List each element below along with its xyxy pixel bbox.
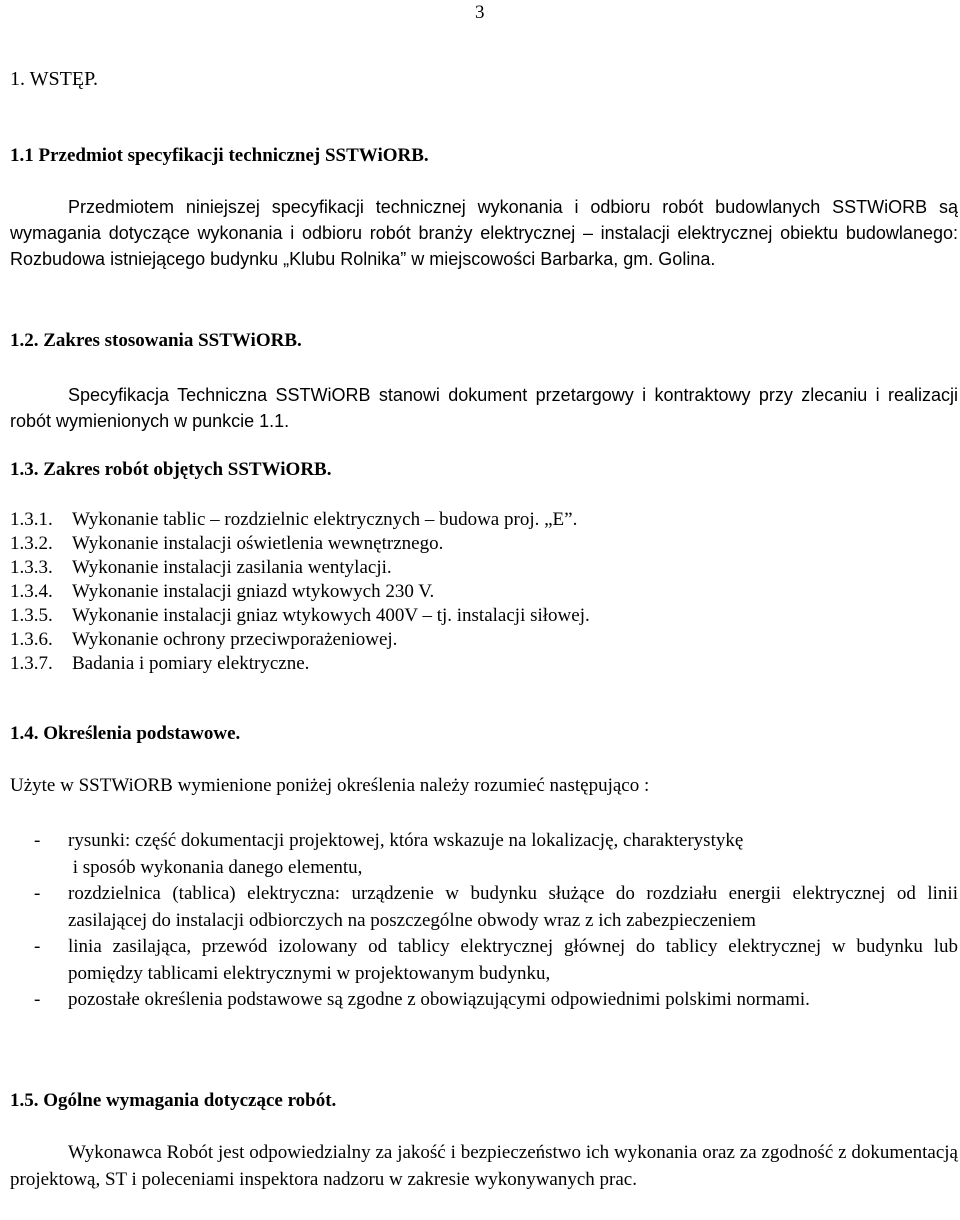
definition-text-line: rysunki: część dokumentacji projektowej, która wskazuje na lokalizację, charakterystykę <box>68 830 744 851</box>
list-dash: - <box>34 989 41 1010</box>
list-item-number: 1.3.5. <box>10 605 53 626</box>
list-item-text: Wykonanie instalacji gniazd wtykowych 230 V. <box>72 581 435 602</box>
list-dash: - <box>34 936 41 957</box>
list-item <box>10 556 958 580</box>
definition-item <box>10 828 958 881</box>
definition-text: pozostałe określenia podstawowe są zgodne z obowiązującymi odpowiednimi polskimi normami. <box>68 989 810 1010</box>
definition-text: linia zasilająca, przewód izolowany od tablicy elektrycznej głównej do tablicy elektrycznej w budynku lub pomiędzy tablicami elektrycznymi w projektowanym budynku, <box>68 936 958 984</box>
section-1-5-title: 1.5. Ogólne wymagania dotyczące robót. <box>10 1090 337 1111</box>
page-number: 3 <box>475 2 485 23</box>
list-item-number: 1.3.7. <box>10 653 53 674</box>
list-dash: - <box>34 883 41 904</box>
section-1-3-list <box>10 508 958 676</box>
list-item <box>10 580 958 604</box>
definition-item <box>10 987 958 1014</box>
list-item-number: 1.3.1. <box>10 509 53 530</box>
section-1-2-title: 1.2. Zakres stosowania SSTWiORB. <box>10 330 302 351</box>
list-item <box>10 652 958 676</box>
list-item-text: Badania i pomiary elektryczne. <box>72 653 310 674</box>
list-item-number: 1.3.2. <box>10 533 53 554</box>
list-item-text: Wykonanie instalacji gniaz wtykowych 400V – tj. instalacji siłowej. <box>72 605 590 626</box>
definitions-list <box>10 828 958 1014</box>
section-1-3-title: 1.3. Zakres robót objętych SSTWiORB. <box>10 459 332 480</box>
definition-text <box>68 828 958 881</box>
list-item-text: Wykonanie ochrony przeciwporażeniowej. <box>72 629 398 650</box>
section-1-2-paragraph: Specyfikacja Techniczna SSTWiORB stanowi dokument przetargowy i kontraktowy przy zlecaniu i realizacji robót wymienionych w punkcie 1.1. <box>10 385 958 431</box>
list-item-text: Wykonanie tablic – rozdzielnic elektrycznych – budowa proj. „E”. <box>72 509 578 530</box>
section-1-1-paragraph: Przedmiotem niniejszej specyfikacji technicznej wykonania i odbioru robót budowlanych SSTWiORB są wymagania dotyczące wykonania i odbioru robót branży elektrycznej – instalacji elektrycznej obiektu budowlanego: Rozbudowa istniejącego budynku „Klubu Rolnika” w miejscowości Barbarka, gm. Golina. <box>10 197 958 269</box>
list-item-number: 1.3.4. <box>10 581 53 602</box>
list-item-text: Wykonanie instalacji zasilania wentylacji. <box>72 557 392 578</box>
section-1-4-title: 1.4. Określenia podstawowe. <box>10 723 241 744</box>
definition-text-line: i sposób wykonania danego elementu, <box>68 856 363 878</box>
definition-text: rozdzielnica (tablica) elektryczna: urządzenie w budynku służące do rozdziału energii elektrycznej od linii zasilającej do instalacji odbiorczych na poszczególne obwody wraz z ich zabezpieczeniem <box>68 883 958 931</box>
chapter-heading: 1. WSTĘP. <box>10 68 98 90</box>
list-dash: - <box>34 830 41 851</box>
list-item <box>10 508 958 532</box>
list-item-text: Wykonanie instalacji oświetlenia wewnętrznego. <box>72 533 444 554</box>
list-item <box>10 532 958 556</box>
definition-item <box>10 881 958 934</box>
section-1-5-paragraph: Wykonawca Robót jest odpowiedzialny za jakość i bezpieczeństwo ich wykonania oraz za zgodność z dokumentacją projektową, ST i poleceniami inspektora nadzoru w zakresie wykonywanych prac. <box>10 1142 958 1190</box>
list-item <box>10 628 958 652</box>
definition-item <box>10 934 958 987</box>
list-item <box>10 604 958 628</box>
section-1-1-title: 1.1 Przedmiot specyfikacji technicznej SSTWiORB. <box>10 145 429 166</box>
list-item-number: 1.3.3. <box>10 557 53 578</box>
list-item-number: 1.3.6. <box>10 629 53 650</box>
section-1-4-intro: Użyte w SSTWiORB wymienione poniżej określenia należy rozumieć następująco : <box>10 775 650 796</box>
